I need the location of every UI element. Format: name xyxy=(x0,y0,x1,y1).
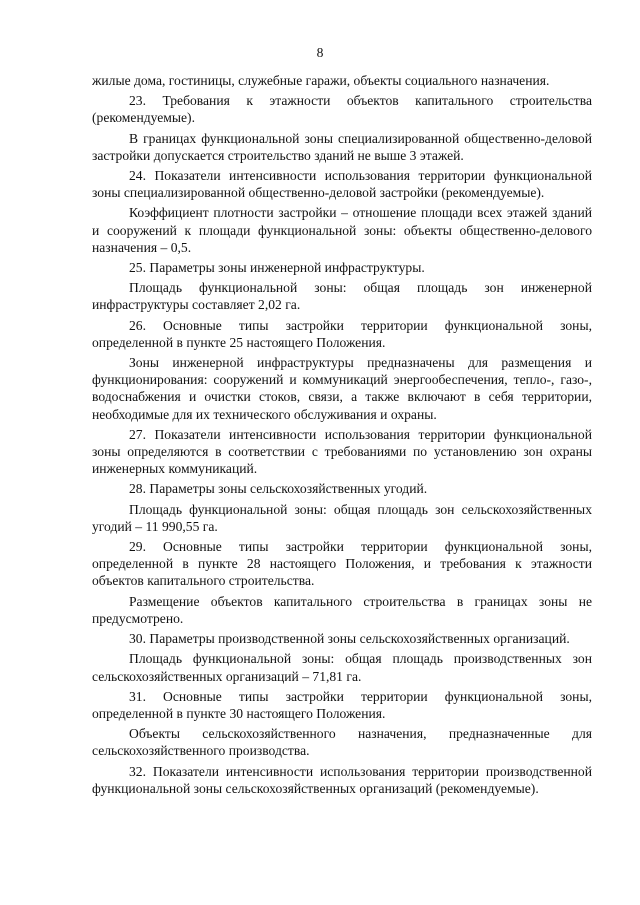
paragraph: 24. Показатели интенсивности использования территории функциональной зоны специализированной общественно-деловой застройки (рекомендуемые). xyxy=(92,168,592,201)
paragraph: 29. Основные типы застройки территории функциональной зоны, определенной в пункте 28 настоящего Положения, и требования к этажности объектов капитального строительства. xyxy=(92,539,592,589)
paragraph: Размещение объектов капитального строительства в границах зоны не предусмотрено. xyxy=(92,593,592,626)
paragraph: 27. Показатели интенсивности использования территории функциональной зоны определяются в соответствии с требованиями по установлению зон охраны инженерных коммуникаций. xyxy=(92,426,592,477)
paragraph: Площадь функциональной зоны: общая площадь зон сельскохозяйственных угодий – 11 990,55 га. xyxy=(92,501,592,534)
paragraph: Площадь функциональной зоны: общая площадь зон инженерной инфраструктуры составляет 2,02 га. xyxy=(92,280,592,313)
paragraph: Площадь функциональной зоны: общая площадь производственных зон сельскохозяйственных организаций – 71,81 га. xyxy=(92,651,592,684)
paragraph: В границах функциональной зоны специализированной общественно-деловой застройки допускается строительство зданий не выше 3 этажей. xyxy=(92,130,592,163)
paragraph: Коэффициент плотности застройки – отношение площади всех этажей зданий и сооружений к площади функциональной зоны: объекты общественно-делового назначения – 0,5. xyxy=(92,205,592,255)
paragraph: 31. Основные типы застройки территории функциональной зоны, определенной в пункте 30 настоящего Положения. xyxy=(92,688,592,721)
paragraph: 30. Параметры производственной зоны сельскохозяйственных организаций. xyxy=(129,631,570,647)
paragraph: 23. Требования к этажности объектов капитального строительства (рекомендуемые). xyxy=(92,93,592,126)
paragraph: жилые дома, гостиницы, служебные гаражи, объекты социального назначения. xyxy=(92,73,550,88)
paragraph: 25. Параметры зоны инженерной инфраструктуры. xyxy=(129,260,425,276)
page-body xyxy=(92,72,592,800)
paragraph: Зоны инженерной инфраструктуры предназначены для размещения и функционирования: сооружений и коммуникаций энергообеспечения, тепло-, газо-, водоснабжения и очистки стоков, связи, а также включают в себя территории, необходимые для их технического обслуживания и охраны. xyxy=(92,355,592,422)
paragraph: Объекты сельскохозяйственного назначения, предназначенные для сельскохозяйственного производства. xyxy=(92,726,592,759)
page-number: 8 xyxy=(316,45,324,60)
paragraph: 26. Основные типы застройки территории функциональной зоны, определенной в пункте 25 настоящего Положения. xyxy=(92,317,592,350)
paragraph: 28. Параметры зоны сельскохозяйственных угодий. xyxy=(129,481,428,497)
paragraph: 32. Показатели интенсивности использования территории производственной функциональной зоны сельскохозяйственных организаций (рекомендуемые). xyxy=(92,763,592,796)
